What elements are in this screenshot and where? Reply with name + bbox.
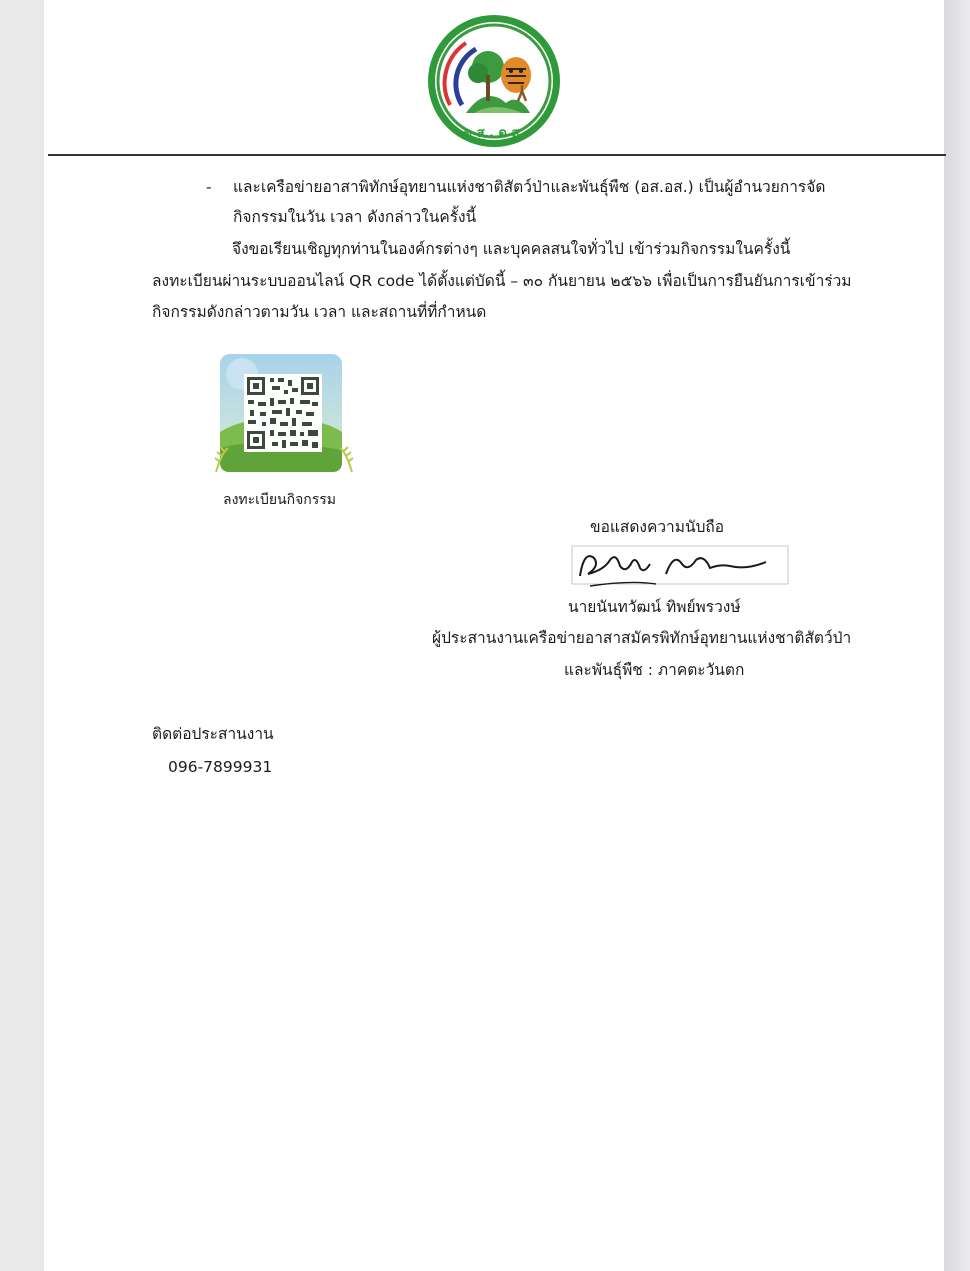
organization-logo — [426, 13, 562, 149]
contact-phone[interactable]: 096-7899931 — [168, 758, 273, 776]
registration-qr-code[interactable] — [214, 352, 354, 477]
bullet-marker: - — [206, 178, 212, 196]
paragraph-line-1: จึงขอเรียนเชิญทุกท่านในองค์กรต่างๆ และบุคคลสนใจทั่วไป เข้าร่วมกิจกรรมในครั้งนี้ — [232, 240, 791, 258]
signature — [570, 540, 792, 592]
bullet-line-2: กิจกรรมในวัน เวลา ดังกล่าวในครั้งนี้ — [233, 208, 477, 226]
closing-regards: ขอแสดงความนับถือ — [590, 518, 725, 536]
bullet-line-1: และเครือข่ายอาสาพิทักษ์อุทยานแห่งชาติสัตว์ป่าและพันธุ์พืช (อส.อส.) เป็นผู้อำนวยการจัด — [233, 178, 826, 196]
signer-title-line-2: และพันธุ์พืช : ภาคตะวันตก — [564, 661, 745, 679]
qr-caption: ลงทะเบียนกิจกรรม — [223, 492, 337, 508]
logo-text: ด ส . ด ส. — [463, 126, 525, 141]
paragraph-line-2: ลงทะเบียนผ่านระบบออนไลน์ QR code ได้ตั้งแต่บัดนี้ – ๓๐ กันยายน ๒๕๖๖ เพื่อเป็นการยืนยันการเข้าร่วม — [152, 272, 852, 290]
header-divider — [48, 154, 946, 156]
contact-label: ติดต่อประสานงาน — [152, 725, 274, 743]
page-edge — [944, 0, 970, 1271]
signer-title-line-1: ผู้ประสานงานเครือข่ายอาสาสมัครพิทักษ์อุทยานแห่งชาติสัตว์ป่า — [432, 629, 852, 647]
paragraph-line-3: กิจกรรมดังกล่าวตามวัน เวลา และสถานที่ที่กำหนด — [152, 303, 487, 321]
signer-name: นายนันทวัฒน์ ทิพย์พรวงษ์ — [568, 598, 741, 616]
